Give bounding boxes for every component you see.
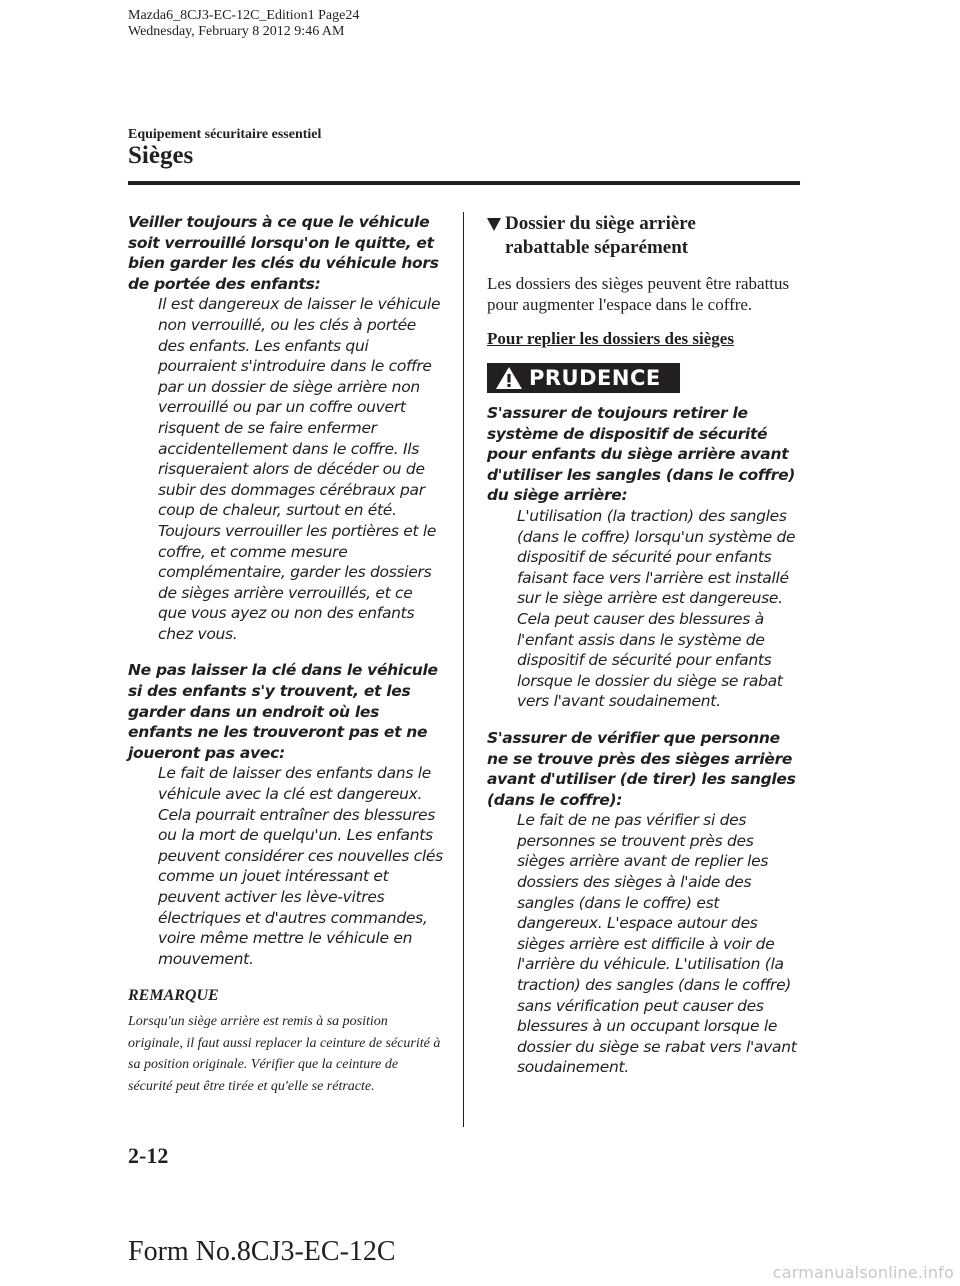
- warning-body: L'utilisation (la traction) des sangles (dans le coffre) lorsqu'un système de dispositif de sécurité pour enfants faisant face vers l'arrière est installé sur le siège arrière est dangereuse. Cela peut causer des blessures à l'enfant assis dans le système de dispositif de sécurité pour enfants lorsque le dossier du siège se rabat vers l'avant soudainement.: [517, 506, 796, 711]
- procedure-title: Pour replier les dossiers des sièges: [487, 329, 734, 348]
- warning-title: S'assurer de vérifier que personne ne se trouve près des sièges arrière avant d'utiliser (de tirer) les sangles (dans le coffre):: [487, 728, 796, 809]
- warning-block: [128, 212, 443, 644]
- form-number: Form No.8CJ3-EC-12C: [128, 1236, 396, 1267]
- warning-block: [487, 403, 802, 712]
- left-column: [128, 212, 443, 1097]
- warning-title: Ne pas laisser la clé dans le véhicule si des enfants s'y trouvent, et les garder dans un endroit où les enfants ne les trouveront pas et ne joueront pas avec:: [128, 661, 438, 762]
- print-header-date: Wednesday, February 8 2012 9:46 AM: [128, 24, 345, 39]
- warning-block: [487, 728, 802, 1078]
- down-triangle-icon: [487, 212, 505, 231]
- note-title: REMARQUE: [128, 987, 219, 1005]
- title-rule: [128, 181, 800, 185]
- column-divider: [463, 212, 464, 1127]
- warning-block: [128, 660, 443, 969]
- caution-badge: [487, 363, 680, 393]
- warning-body: Le fait de ne pas vérifier si des personnes se trouvent près des sièges arrière avant de replier les dossiers des sièges à l'aide des sangles (dans le coffre) est dangereux. L'espace autour des sièges arrière est difficile à voir de l'arrière du véhicule. L'utilisation (la traction) des sangles (dans le coffre) sans vérification peut causer des blessures à un occupant lorsque le dossier du siège se rabat vers l'avant soudainement.: [517, 811, 797, 1077]
- note-text: Lorsqu'un siège arrière est remis à sa position originale, il faut aussi replacer la ceinture de sécurité à sa position originale. Vérifier que la ceinture de sécurité peut être tirée et qu'elle se rétracte.: [128, 1014, 441, 1094]
- print-header-file: Mazda6_8CJ3-EC-12C_Edition1 Page24: [128, 8, 360, 23]
- subsection-title: Dossier du siège arrière rabattable séparément: [505, 213, 696, 258]
- warning-title: S'assurer de toujours retirer le système de dispositif de sécurité pour enfants du siège arrière avant d'utiliser les sangles (dans le coffre) du siège arrière:: [487, 404, 796, 505]
- page-title: Sièges: [128, 142, 194, 169]
- warning-triangle-icon: [495, 366, 523, 390]
- warning-body: Il est dangereux de laisser le véhicule non verrouillé, ou les clés à portée des enfants. Les enfants qui pourraient s'introduire dans le coffre par un dossier de siège arrière non verrouillé ou par un coffre ouvert risquent de se faire enfermer accidentellement dans le coffre. Ils risqueraient alors de décéder ou de subir des dommages cérébraux par coup de chaleur, surtout en été. Toujours verrouiller les portières et le coffre, et comme mesure complémentaire, garder les dossiers de sièges arrière verrouillés, et ce que vous ayez ou non des enfants chez vous.: [158, 295, 441, 643]
- section-label: Equipement sécuritaire essentiel: [128, 127, 322, 142]
- right-column: [487, 212, 802, 1094]
- caution-label: PRUDENCE: [529, 366, 661, 390]
- watermark: carmanualsonline.info: [772, 1263, 954, 1282]
- caution-warnings: [487, 403, 802, 1078]
- subsection-heading: [487, 212, 802, 260]
- page-number: 2-12: [128, 1143, 169, 1168]
- intro-paragraph: Les dossiers des sièges peuvent être rabattus pour augmenter l'espace dans le coffre.: [487, 274, 790, 314]
- print-header: [128, 8, 359, 40]
- warning-title: Veiller toujours à ce que le véhicule soit verrouillé lorsqu'on le quitte, et bien garder les clés du véhicule hors de portée des enfants:: [128, 213, 439, 293]
- warning-body: Le fait de laisser des enfants dans le véhicule avec la clé est dangereux. Cela pourrait entraîner des blessures ou la mort de quelqu'un. Les enfants peuvent considérer ces nouvelles clés comme un jouet intéressant et peuvent activer les lève-vitres électriques et d'autres commandes, voire même mettre le véhicule en mouvement.: [158, 764, 443, 968]
